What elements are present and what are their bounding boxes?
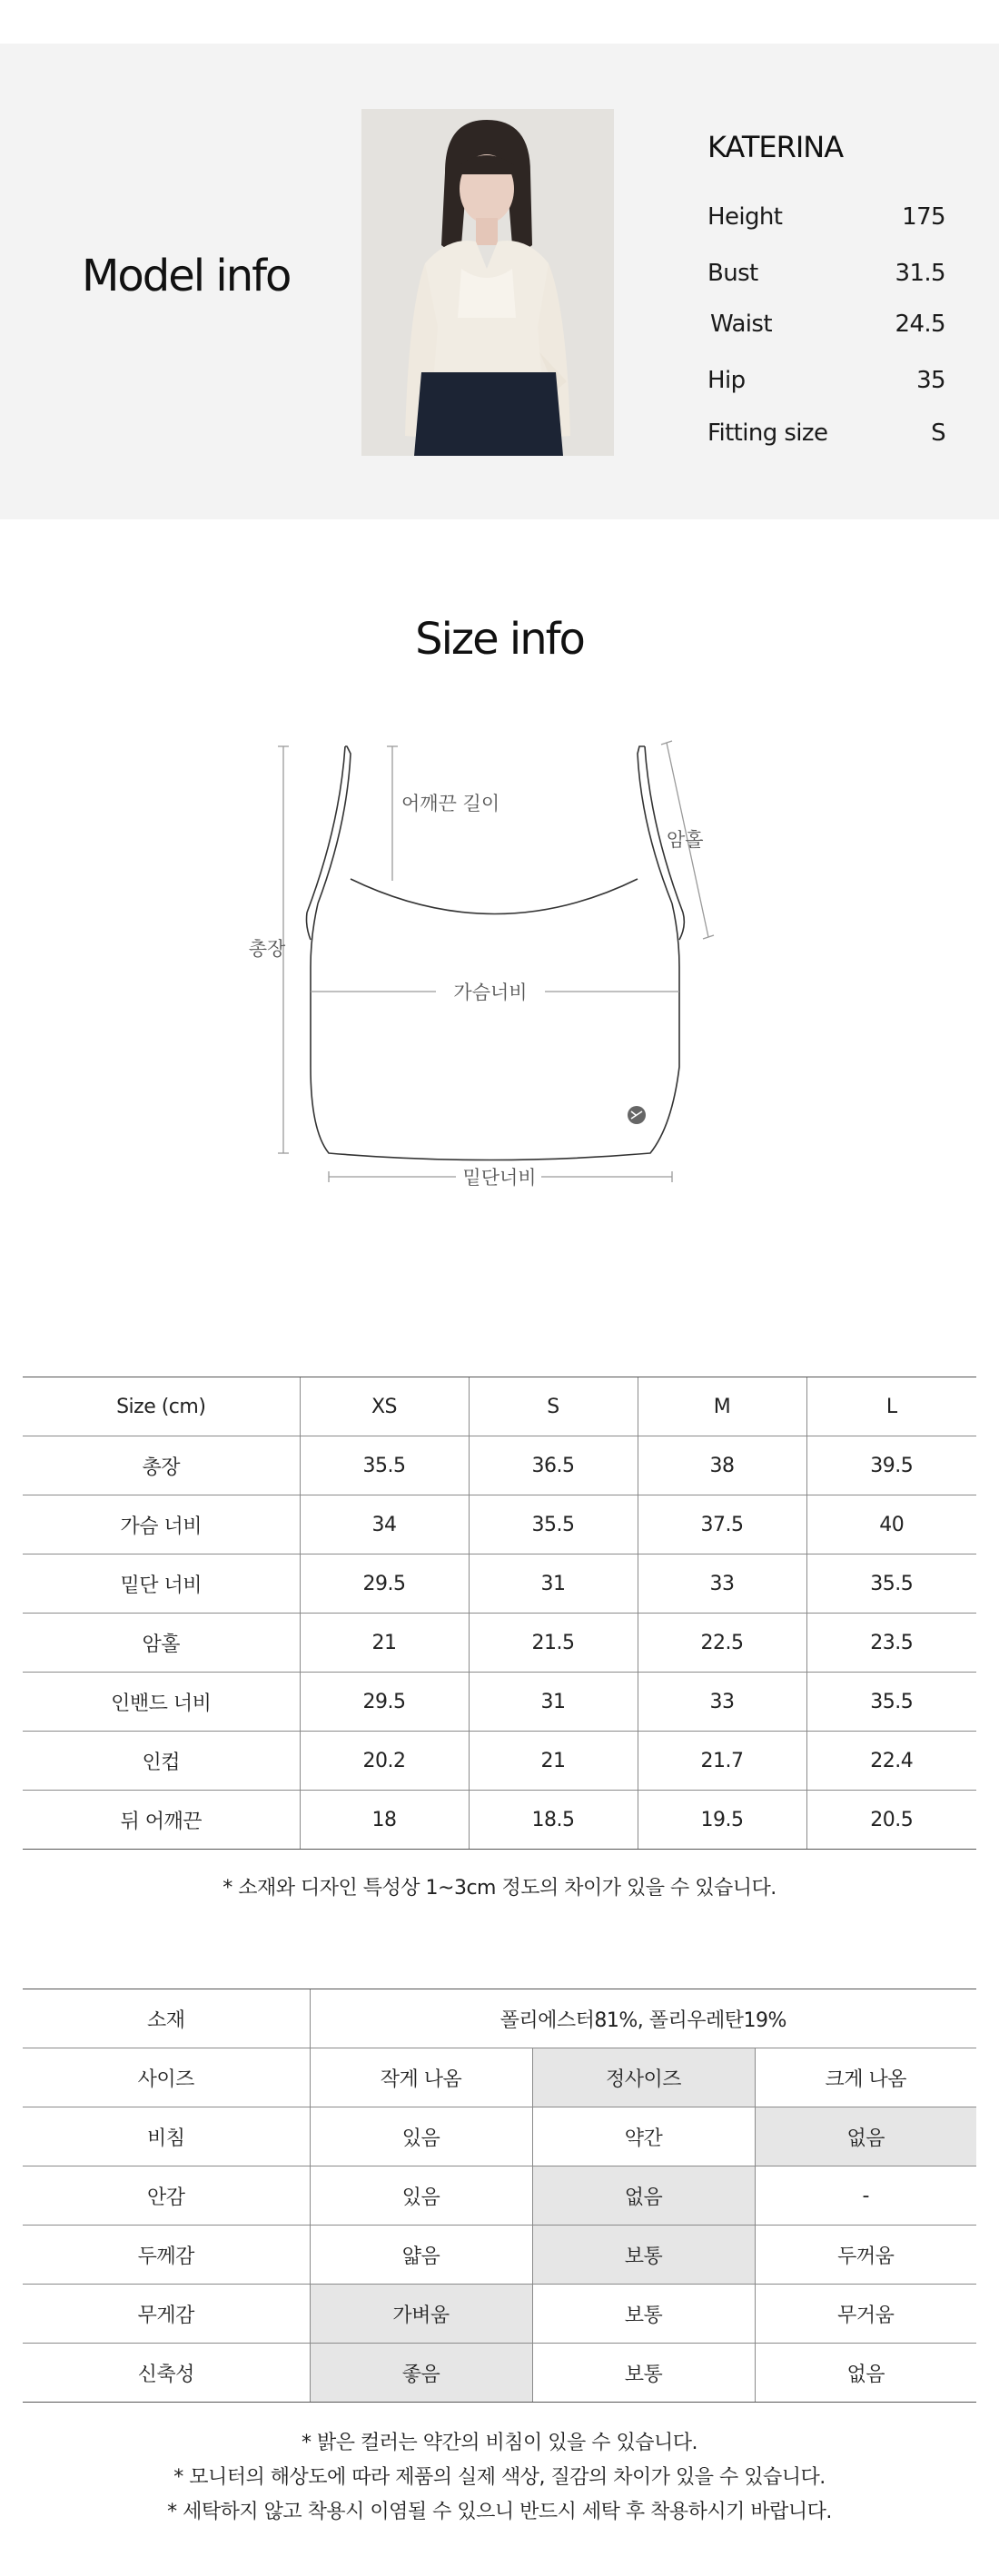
measurement-label-cell: 암홀 <box>23 1614 300 1673</box>
model-info-section <box>0 44 999 519</box>
model-photo <box>361 109 614 456</box>
measurement-value-cell: 21.5 <box>469 1614 638 1673</box>
stat-value: 24.5 <box>895 311 945 338</box>
size-diagram <box>245 726 754 1199</box>
footnote-line: * 세탁하지 않고 착용시 이염될 수 있으니 반드시 세탁 후 착용하시기 바랍니다. <box>167 2501 832 2523</box>
footnotes <box>0 2426 999 2530</box>
footnote-line: * 모니터의 해상도에 따라 제품의 실제 색상, 질감의 차이가 있을 수 있습니다. <box>173 2466 826 2489</box>
fabric-feel-option: 작게 나옴 <box>310 2048 532 2107</box>
footnote-line: * 밝은 컬러는 약간의 비침이 있을 수 있습니다. <box>302 2432 697 2454</box>
measurement-label-cell: 인컵 <box>23 1732 300 1791</box>
size-table-row <box>23 1495 976 1554</box>
fabric-feel-option: 크게 나옴 <box>755 2048 976 2107</box>
stat-label: Waist <box>710 311 772 338</box>
size-table <box>23 1377 976 1850</box>
measurement-value-cell: 31 <box>469 1554 638 1614</box>
total-length-label: 총장 <box>248 938 286 960</box>
fabric-feel-option: 가벼움 <box>310 2285 532 2344</box>
measurement-label-cell: 밑단 너비 <box>23 1554 300 1614</box>
size-table-row <box>23 1554 976 1614</box>
stat-row-waist <box>707 311 945 343</box>
measurement-value-cell: 33 <box>638 1554 806 1614</box>
hem-width-label: 밑단너비 <box>462 1167 537 1189</box>
size-table-body <box>23 1377 976 1850</box>
measurement-value-cell: 23.5 <box>806 1614 976 1673</box>
stat-value: 175 <box>902 203 945 231</box>
fabric-feel-option: 없음 <box>755 2107 976 2166</box>
fabric-feel-label: 두께감 <box>23 2226 310 2285</box>
chest-width-label: 가슴너비 <box>453 982 528 1003</box>
fabric-feel-label: 안감 <box>23 2166 310 2226</box>
fabric-feel-row <box>23 2107 976 2166</box>
fabric-feel-label: 사이즈 <box>23 2048 310 2107</box>
stat-label: Hip <box>707 367 746 394</box>
measurement-value-cell: 40 <box>806 1495 976 1554</box>
measurement-value-cell: 35.5 <box>469 1495 638 1554</box>
measurement-value-cell: 21 <box>469 1732 638 1791</box>
stat-row-fitting-size <box>707 419 945 452</box>
size-table-row <box>23 1614 976 1673</box>
fabric-feel-label: 신축성 <box>23 2344 310 2403</box>
fabric-feel-option: 약간 <box>532 2107 755 2166</box>
fabric-feel-row <box>23 2226 976 2285</box>
measurement-value-cell: 29.5 <box>300 1554 469 1614</box>
measurement-value-cell: 22.4 <box>806 1732 976 1791</box>
fabric-feel-option: - <box>755 2166 976 2226</box>
size-header-cell: L <box>806 1377 976 1436</box>
model-info-title: Model info <box>82 251 291 301</box>
size-header-cell: Size (cm) <box>23 1377 300 1436</box>
measurement-value-cell: 33 <box>638 1673 806 1732</box>
fabric-feel-option: 얇음 <box>310 2226 532 2285</box>
measurement-value-cell: 38 <box>638 1436 806 1495</box>
size-header-cell: XS <box>300 1377 469 1436</box>
measurement-label-cell: 뒤 어깨끈 <box>23 1791 300 1850</box>
size-header-cell: M <box>638 1377 806 1436</box>
fabric-feel-table <box>23 1989 976 2403</box>
material-label: 소재 <box>23 1989 310 2048</box>
size-table-row <box>23 1673 976 1732</box>
body-outline <box>311 903 679 1160</box>
measurement-value-cell: 19.5 <box>638 1791 806 1850</box>
right-side-seam <box>679 913 684 940</box>
stat-label: Fitting size <box>707 419 828 447</box>
measurement-label-cell: 인밴드 너비 <box>23 1673 300 1732</box>
measurement-value-cell: 35.5 <box>300 1436 469 1495</box>
fabric-feel-option: 보통 <box>532 2344 755 2403</box>
fabric-feel-row <box>23 2166 976 2226</box>
measurement-value-cell: 20.2 <box>300 1732 469 1791</box>
left-side-seam <box>307 913 312 940</box>
size-table-note: * 소재와 디자인 특성상 1~3cm 정도의 차이가 있을 수 있습니다. <box>223 1877 776 1900</box>
fabric-feel-option: 정사이즈 <box>532 2048 755 2107</box>
model-name: KATERINA <box>707 130 844 164</box>
fabric-feel-option: 무거움 <box>755 2285 976 2344</box>
size-info-title: Size info <box>415 614 584 665</box>
stat-value: 31.5 <box>895 260 945 287</box>
fabric-feel-label: 무게감 <box>23 2285 310 2344</box>
stat-row-bust <box>707 260 945 292</box>
stat-label: Bust <box>707 260 758 287</box>
measurement-value-cell: 36.5 <box>469 1436 638 1495</box>
measurement-value-cell: 21 <box>300 1614 469 1673</box>
fabric-feel-row <box>23 2344 976 2403</box>
stat-value: S <box>931 419 945 447</box>
right-strap-outline <box>638 746 672 903</box>
fabric-feel-option: 있음 <box>310 2107 532 2166</box>
measurement-value-cell: 29.5 <box>300 1673 469 1732</box>
measurement-value-cell: 18 <box>300 1791 469 1850</box>
measurement-value-cell: 39.5 <box>806 1436 976 1495</box>
fabric-feel-option: 보통 <box>532 2226 755 2285</box>
stat-label: Height <box>707 203 783 231</box>
measurement-value-cell: 31 <box>469 1673 638 1732</box>
size-table-row <box>23 1436 976 1495</box>
armhole-label: 암홀 <box>667 829 704 851</box>
measurement-value-cell: 35.5 <box>806 1554 976 1614</box>
size-table-header-row <box>23 1377 976 1436</box>
measurement-value-cell: 21.7 <box>638 1732 806 1791</box>
measurement-value-cell: 37.5 <box>638 1495 806 1554</box>
material-value: 폴리에스터81%, 폴리우레탄19% <box>310 1989 976 2048</box>
brand-logo-icon <box>628 1106 646 1124</box>
fabric-feel-row <box>23 2048 976 2107</box>
fabric-feel-option: 없음 <box>755 2344 976 2403</box>
measurement-value-cell: 18.5 <box>469 1791 638 1850</box>
measurement-value-cell: 35.5 <box>806 1673 976 1732</box>
fabric-feel-label: 비침 <box>23 2107 310 2166</box>
size-header-cell: S <box>469 1377 638 1436</box>
material-row <box>23 1989 976 2048</box>
fabric-feel-option: 보통 <box>532 2285 755 2344</box>
fabric-feel-option: 좋음 <box>310 2344 532 2403</box>
fabric-feel-option: 없음 <box>532 2166 755 2226</box>
measurement-value-cell: 34 <box>300 1495 469 1554</box>
measurement-label-cell: 가슴 너비 <box>23 1495 300 1554</box>
strap-length-label: 어깨끈 길이 <box>401 793 500 814</box>
fabric-feel-option: 두꺼움 <box>755 2226 976 2285</box>
neckline <box>351 879 638 914</box>
size-table-row <box>23 1732 976 1791</box>
fabric-feel-option: 있음 <box>310 2166 532 2226</box>
fabric-feel-table-body <box>23 1989 976 2403</box>
stat-row-height <box>707 203 945 236</box>
fabric-feel-row <box>23 2285 976 2344</box>
measurement-value-cell: 22.5 <box>638 1614 806 1673</box>
stat-value: 35 <box>916 367 945 394</box>
size-table-row <box>23 1791 976 1850</box>
stat-row-hip <box>707 367 945 400</box>
measurement-value-cell: 20.5 <box>806 1791 976 1850</box>
measurement-label-cell: 총장 <box>23 1436 300 1495</box>
